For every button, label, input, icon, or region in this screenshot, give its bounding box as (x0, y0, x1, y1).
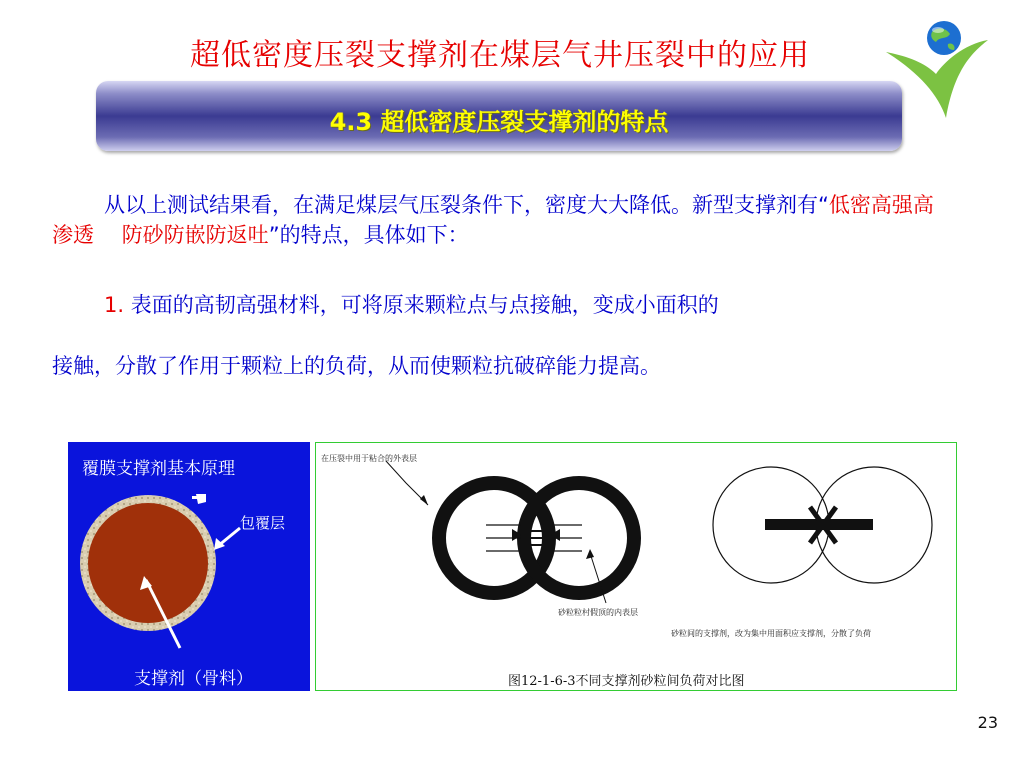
page-number: 23 (977, 713, 998, 732)
point-number: 1. (104, 293, 125, 317)
coated-proppant-diagram (68, 442, 310, 691)
intro-end: ”的特点，具体如下： (268, 223, 469, 247)
note-inner-layer: 砂粒粒村假顶的内表层 (558, 608, 638, 617)
proppant-core (88, 503, 208, 623)
note-dispersed-load: 砂粒间的支撑剂，改为集中用面积应支撑剂，分散了负荷 (671, 629, 871, 638)
coated-proppant-figure (68, 442, 310, 691)
right-grain-pair (713, 467, 932, 583)
paragraph-point-1 (52, 290, 942, 320)
coated-proppant-title: 覆膜支撑剂基本原理 (82, 459, 235, 479)
paragraph-intro (52, 190, 942, 250)
pointer-hand-icon (192, 494, 206, 504)
highlight-anti-sand: 防砂防嵌防返吐 (121, 223, 269, 247)
intro-text: 从以上测试结果看，在满足煤层气压裂条件下，密度大大降低。新型支撑剂有“ (104, 193, 829, 217)
label-core: 支撑剂（骨料） (134, 669, 253, 689)
slide-title: 超低密度压裂支撑剂在煤层气井压裂中的应用 (190, 38, 810, 73)
left-grain-pair (439, 483, 634, 593)
highlight-low-density: 低密高强高渗透 (52, 193, 934, 247)
highlight-gap (94, 223, 122, 247)
paragraph-point-1-cont (52, 351, 942, 381)
load-comparison-diagram (316, 443, 958, 692)
point-text-cont: 接触，分散了作用于颗粒上的负荷，从而使颗粒抗破碎能力提高。 (52, 354, 661, 378)
load-comparison-figure (315, 442, 957, 691)
label-coating: 包覆层 (240, 514, 286, 532)
point-text: 表面的高韧高强材料，可将原来颗粒点与点接触，变成小面积的 (124, 293, 719, 317)
note-outer-layer: 在压裂中用于粘合的外表层 (321, 454, 417, 463)
section-heading: 4.3 超低密度压裂支撑剂的特点 (329, 108, 669, 136)
section-banner (96, 81, 902, 151)
figure-caption: 图12-1-6-3不同支撑剂砂粒间负荷对比图 (508, 674, 745, 689)
